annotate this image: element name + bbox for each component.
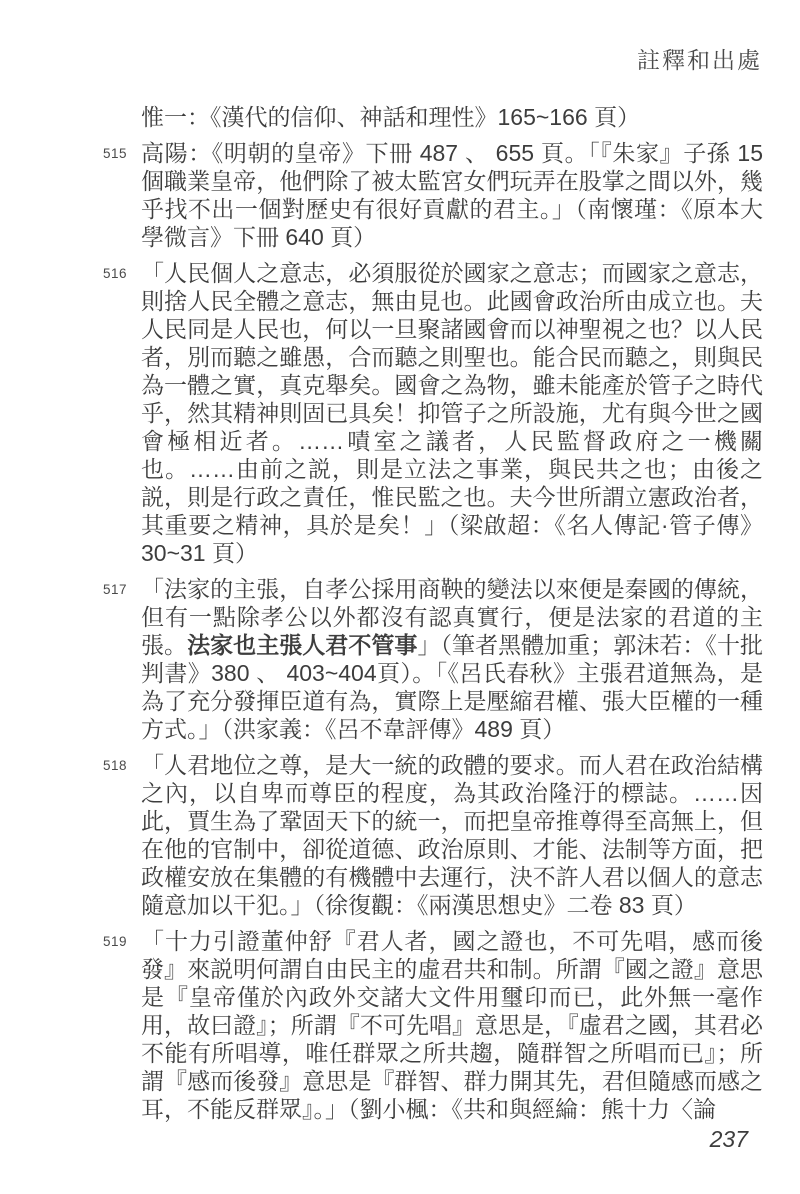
running-header: 註釋和出處 [637, 47, 762, 73]
footnote-number: 515 [103, 146, 128, 161]
endnotes-section [103, 103, 764, 1131]
footnote-text: 「人民個人之意志，必須服從於國家之意志；而國家之意志，則捨人民全體之意志，無由見也。此國會政治所由成立也。夫人民同是人民也，何以一旦聚諸國會而以神聖視之也？以人民者，別而聽之雖愚，合而聽之則聖也。能合民而聽之，則與民為一體之實，真克舉矣。國會之為物，雖未能產於管子之時代乎，然其精神則固已具矣！抑管子之所設施，尤有與今世之國會極相近者。……嘖室之議者，人民監督政府之一機關也。……由前之説，則是立法之事業，與民共之也；由後之説，則是行政之責任，惟民監之也。夫今世所謂立憲政治者，其重要之精神，具於是矣！」（梁啟超：《名人傳記·管子傳》30~31 頁） [141, 260, 763, 566]
footnote-text: 「法家的主張，自孝公採用商鞅的變法以來便是秦國的傳統，但有一點除孝公以外都沒有認真實行，便是法家的君道的主張。 [141, 576, 763, 658]
footnote-number: 517 [103, 582, 128, 597]
footnote-number: 518 [103, 758, 128, 773]
footnote-text: 高陽：《明朝的皇帝》下冊 487 、 655 頁。「『朱家』子孫 15 個職業皇帝，他們除了被太監宮女們玩弄在股掌之間以外，幾乎找不出一個對歷史有很好貢獻的君主。」（南懷瑾：《原本大學微言》下冊 640 頁） [141, 140, 763, 250]
footnote-number: 519 [103, 934, 128, 949]
footnote-519 [103, 927, 763, 1123]
page-number: 237 [709, 1126, 748, 1152]
footnote-text: 」（筆者黑體加重；郭沫若：《十批判書》380 、 403~404頁）。「《呂氏春秋》主張君道無為，是為了充分發揮臣道有為，實際上是壓縮君權、張大臣權的一種方式。」（洪家義：《呂不韋評傳》489 頁） [141, 632, 764, 742]
footnote-518 [103, 751, 763, 919]
footnote-517 [103, 575, 764, 743]
note-continuation-text: 惟一：《漢代的信仰、神話和理性》165~166 頁） [141, 104, 641, 130]
footnote-bold-text: 法家也主張人君不管事 [187, 632, 418, 658]
footnote-516 [103, 259, 763, 567]
footnote-text: 「十力引證董仲舒『君人者，國之證也，不可先唱，感而後發』來説明何謂自由民主的虛君共和制。所謂『國之證』意思是『皇帝僅於內政外交諸大文件用璽印而已，此外無一毫作用，故曰證』；所謂『不可先唱』意思是，『虛君之國，其君必不能有所唱導，唯任群眾之所共趨，隨群智之所唱而已』；所謂『感而後發』意思是『群智、群力開其先，君但隨感而感之耳，不能反群眾』。」（劉小楓：《共和與經綸：熊十力〈論 [141, 928, 763, 1122]
footnote-515 [103, 139, 763, 251]
footnote-number: 516 [103, 266, 128, 281]
footnote-text: 「人君地位之尊，是大一統的政體的要求。而人君在政治結構之內，以自卑而尊臣的程度，為其政治隆汙的標誌。……因此，賈生為了鞏固天下的統一，而把皇帝推尊得至高無上，但在他的官制中，卻從道德、政治原則、才能、法制等方面，把政權安放在集體的有機體中去運行，決不許人君以個人的意志隨意加以干犯。」（徐復觀：《兩漢思想史》二卷 83 頁） [141, 752, 763, 918]
